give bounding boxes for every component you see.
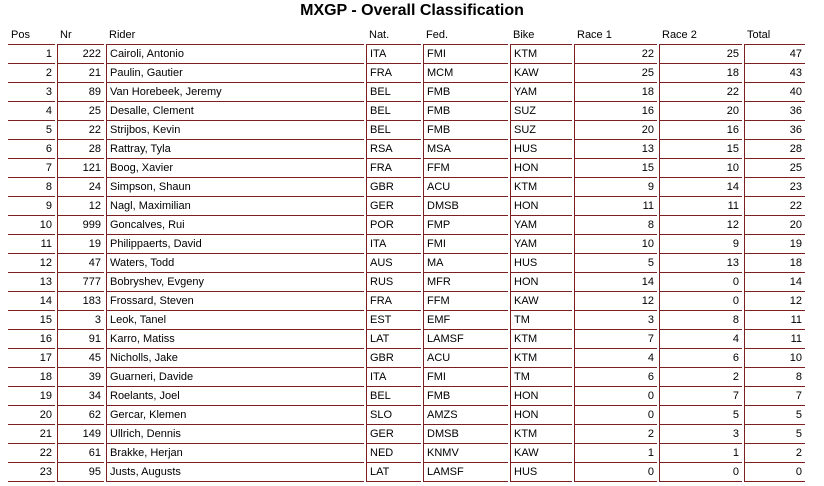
cell-race2: 0	[659, 292, 742, 311]
cell-nr: 121	[57, 159, 104, 178]
cell-total: 36	[744, 102, 805, 121]
cell-race2: 14	[659, 178, 742, 197]
cell-nr: 149	[57, 425, 104, 444]
cell-nat: RUS	[366, 273, 421, 292]
cell-race2: 0	[659, 463, 742, 482]
cell-rider: Ullrich, Dennis	[106, 425, 364, 444]
cell-total: 5	[744, 406, 805, 425]
cell-race1: 15	[574, 159, 657, 178]
cell-nr: 34	[57, 387, 104, 406]
cell-total: 23	[744, 178, 805, 197]
cell-rider: Leok, Tanel	[106, 311, 364, 330]
cell-race2: 10	[659, 159, 742, 178]
cell-race1: 0	[574, 463, 657, 482]
cell-fed: MFR	[423, 273, 508, 292]
table-row	[8, 159, 805, 178]
cell-pos: 15	[8, 311, 55, 330]
cell-nr: 24	[57, 178, 104, 197]
cell-pos: 14	[8, 292, 55, 311]
cell-rider: Roelants, Joel	[106, 387, 364, 406]
cell-fed: FMP	[423, 216, 508, 235]
cell-fed: FMI	[423, 368, 508, 387]
cell-total: 18	[744, 254, 805, 273]
cell-total: 11	[744, 330, 805, 349]
cell-nr: 61	[57, 444, 104, 463]
table-row	[8, 178, 805, 197]
cell-rider: Philippaerts, David	[106, 235, 364, 254]
cell-nat: POR	[366, 216, 421, 235]
cell-rider: Brakke, Herjan	[106, 444, 364, 463]
cell-fed: LAMSF	[423, 463, 508, 482]
column-header-total: Total	[744, 26, 805, 45]
table-row	[8, 330, 805, 349]
cell-race2: 7	[659, 387, 742, 406]
cell-total: 47	[744, 45, 805, 64]
cell-rider: Karro, Matiss	[106, 330, 364, 349]
table-row	[8, 197, 805, 216]
cell-fed: EMF	[423, 311, 508, 330]
cell-fed: FMI	[423, 235, 508, 254]
cell-nat: GBR	[366, 349, 421, 368]
column-header-rider: Rider	[106, 26, 364, 45]
cell-nat: FRA	[366, 64, 421, 83]
cell-rider: Van Horebeek, Jeremy	[106, 83, 364, 102]
cell-pos: 22	[8, 444, 55, 463]
cell-bike: YAM	[510, 83, 572, 102]
cell-rider: Nagl, Maximilian	[106, 197, 364, 216]
cell-total: 25	[744, 159, 805, 178]
cell-race1: 9	[574, 178, 657, 197]
cell-bike: KAW	[510, 292, 572, 311]
cell-bike: KTM	[510, 178, 572, 197]
cell-race1: 2	[574, 425, 657, 444]
cell-nr: 28	[57, 140, 104, 159]
table-row	[8, 406, 805, 425]
cell-nat: GER	[366, 197, 421, 216]
cell-total: 28	[744, 140, 805, 159]
cell-race1: 4	[574, 349, 657, 368]
cell-rider: Guarneri, Davide	[106, 368, 364, 387]
cell-total: 22	[744, 197, 805, 216]
cell-nr: 19	[57, 235, 104, 254]
cell-race2: 9	[659, 235, 742, 254]
column-header-nat: Nat.	[366, 26, 421, 45]
cell-bike: HON	[510, 159, 572, 178]
cell-race2: 25	[659, 45, 742, 64]
cell-fed: FFM	[423, 159, 508, 178]
cell-pos: 16	[8, 330, 55, 349]
cell-total: 14	[744, 273, 805, 292]
table-row	[8, 254, 805, 273]
cell-rider: Simpson, Shaun	[106, 178, 364, 197]
cell-fed: ACU	[423, 178, 508, 197]
cell-fed: FMI	[423, 45, 508, 64]
cell-total: 40	[744, 83, 805, 102]
cell-nr: 3	[57, 311, 104, 330]
cell-fed: FMB	[423, 387, 508, 406]
table-row	[8, 140, 805, 159]
cell-nat: EST	[366, 311, 421, 330]
table-row	[8, 311, 805, 330]
cell-fed: AMZS	[423, 406, 508, 425]
cell-nr: 222	[57, 45, 104, 64]
cell-pos: 1	[8, 45, 55, 64]
cell-nr: 62	[57, 406, 104, 425]
column-header-nr: Nr	[57, 26, 104, 45]
cell-nat: RSA	[366, 140, 421, 159]
cell-rider: Goncalves, Rui	[106, 216, 364, 235]
cell-rider: Boog, Xavier	[106, 159, 364, 178]
cell-pos: 11	[8, 235, 55, 254]
cell-pos: 6	[8, 140, 55, 159]
cell-bike: HUS	[510, 140, 572, 159]
cell-fed: FFM	[423, 292, 508, 311]
cell-bike: KTM	[510, 349, 572, 368]
cell-rider: Rattray, Tyla	[106, 140, 364, 159]
cell-pos: 7	[8, 159, 55, 178]
cell-total: 10	[744, 349, 805, 368]
table-row	[8, 121, 805, 140]
classification-table	[6, 26, 807, 482]
cell-rider: Cairoli, Antonio	[106, 45, 364, 64]
cell-fed: LAMSF	[423, 330, 508, 349]
cell-total: 7	[744, 387, 805, 406]
cell-pos: 21	[8, 425, 55, 444]
cell-race2: 15	[659, 140, 742, 159]
cell-nr: 39	[57, 368, 104, 387]
cell-race2: 12	[659, 216, 742, 235]
cell-race2: 3	[659, 425, 742, 444]
cell-rider: Strijbos, Kevin	[106, 121, 364, 140]
cell-race2: 8	[659, 311, 742, 330]
table-row	[8, 444, 805, 463]
cell-bike: KTM	[510, 45, 572, 64]
cell-race2: 2	[659, 368, 742, 387]
cell-rider: Paulin, Gautier	[106, 64, 364, 83]
cell-total: 2	[744, 444, 805, 463]
cell-nat: GER	[366, 425, 421, 444]
cell-pos: 19	[8, 387, 55, 406]
cell-nr: 999	[57, 216, 104, 235]
cell-bike: HON	[510, 197, 572, 216]
cell-fed: MA	[423, 254, 508, 273]
cell-race1: 8	[574, 216, 657, 235]
cell-race2: 11	[659, 197, 742, 216]
cell-race1: 20	[574, 121, 657, 140]
cell-pos: 9	[8, 197, 55, 216]
cell-pos: 4	[8, 102, 55, 121]
cell-race1: 14	[574, 273, 657, 292]
cell-total: 0	[744, 463, 805, 482]
cell-bike: TM	[510, 311, 572, 330]
cell-rider: Waters, Todd	[106, 254, 364, 273]
table-row	[8, 273, 805, 292]
cell-total: 12	[744, 292, 805, 311]
cell-rider: Nicholls, Jake	[106, 349, 364, 368]
cell-fed: ACU	[423, 349, 508, 368]
cell-pos: 5	[8, 121, 55, 140]
cell-pos: 8	[8, 178, 55, 197]
cell-total: 11	[744, 311, 805, 330]
cell-nr: 95	[57, 463, 104, 482]
cell-nat: GBR	[366, 178, 421, 197]
cell-nr: 12	[57, 197, 104, 216]
cell-race1: 1	[574, 444, 657, 463]
cell-bike: KAW	[510, 444, 572, 463]
cell-nat: BEL	[366, 83, 421, 102]
cell-fed: FMB	[423, 102, 508, 121]
cell-race2: 16	[659, 121, 742, 140]
column-header-race2: Race 2	[659, 26, 742, 45]
cell-race1: 13	[574, 140, 657, 159]
cell-total: 43	[744, 64, 805, 83]
cell-nat: NED	[366, 444, 421, 463]
cell-race2: 6	[659, 349, 742, 368]
cell-nr: 91	[57, 330, 104, 349]
cell-race1: 22	[574, 45, 657, 64]
cell-bike: SUZ	[510, 102, 572, 121]
cell-pos: 18	[8, 368, 55, 387]
cell-total: 5	[744, 425, 805, 444]
cell-race1: 10	[574, 235, 657, 254]
cell-bike: KAW	[510, 64, 572, 83]
cell-nr: 22	[57, 121, 104, 140]
column-header-fed: Fed.	[423, 26, 508, 45]
cell-race2: 4	[659, 330, 742, 349]
table-row	[8, 425, 805, 444]
cell-nr: 21	[57, 64, 104, 83]
cell-bike: HUS	[510, 463, 572, 482]
cell-nr: 25	[57, 102, 104, 121]
cell-pos: 17	[8, 349, 55, 368]
table-row	[8, 387, 805, 406]
cell-nat: SLO	[366, 406, 421, 425]
column-header-race1: Race 1	[574, 26, 657, 45]
cell-race2: 1	[659, 444, 742, 463]
table-row	[8, 216, 805, 235]
table-row	[8, 235, 805, 254]
cell-rider: Frossard, Steven	[106, 292, 364, 311]
cell-pos: 2	[8, 64, 55, 83]
cell-fed: DMSB	[423, 197, 508, 216]
cell-nr: 47	[57, 254, 104, 273]
cell-fed: MCM	[423, 64, 508, 83]
cell-bike: HON	[510, 406, 572, 425]
cell-race2: 0	[659, 273, 742, 292]
table-header-row	[8, 26, 805, 45]
table-row	[8, 349, 805, 368]
cell-race1: 6	[574, 368, 657, 387]
cell-pos: 12	[8, 254, 55, 273]
cell-race2: 18	[659, 64, 742, 83]
cell-race1: 3	[574, 311, 657, 330]
cell-bike: HUS	[510, 254, 572, 273]
table-row	[8, 292, 805, 311]
cell-race1: 25	[574, 64, 657, 83]
cell-fed: FMB	[423, 83, 508, 102]
table-row	[8, 64, 805, 83]
cell-race2: 5	[659, 406, 742, 425]
cell-race1: 11	[574, 197, 657, 216]
cell-race1: 7	[574, 330, 657, 349]
cell-rider: Desalle, Clement	[106, 102, 364, 121]
cell-rider: Bobryshev, Evgeny	[106, 273, 364, 292]
cell-rider: Justs, Augusts	[106, 463, 364, 482]
cell-race1: 0	[574, 387, 657, 406]
cell-bike: TM	[510, 368, 572, 387]
cell-bike: SUZ	[510, 121, 572, 140]
cell-total: 8	[744, 368, 805, 387]
cell-total: 19	[744, 235, 805, 254]
cell-pos: 23	[8, 463, 55, 482]
cell-nat: LAT	[366, 463, 421, 482]
cell-nat: LAT	[366, 330, 421, 349]
cell-bike: YAM	[510, 216, 572, 235]
cell-pos: 10	[8, 216, 55, 235]
cell-fed: MSA	[423, 140, 508, 159]
page-title: MXGP - Overall Classification	[300, 2, 524, 19]
cell-race1: 18	[574, 83, 657, 102]
cell-nr: 89	[57, 83, 104, 102]
cell-nr: 183	[57, 292, 104, 311]
cell-race1: 12	[574, 292, 657, 311]
cell-rider: Gercar, Klemen	[106, 406, 364, 425]
table-row	[8, 83, 805, 102]
table-row	[8, 45, 805, 64]
cell-fed: FMB	[423, 121, 508, 140]
cell-nr: 777	[57, 273, 104, 292]
cell-total: 20	[744, 216, 805, 235]
cell-nat: BEL	[366, 121, 421, 140]
cell-nat: ITA	[366, 235, 421, 254]
cell-race1: 0	[574, 406, 657, 425]
cell-race2: 13	[659, 254, 742, 273]
cell-bike: KTM	[510, 330, 572, 349]
cell-nat: AUS	[366, 254, 421, 273]
cell-pos: 3	[8, 83, 55, 102]
cell-nr: 45	[57, 349, 104, 368]
cell-nat: ITA	[366, 368, 421, 387]
cell-pos: 13	[8, 273, 55, 292]
cell-total: 36	[744, 121, 805, 140]
table-row	[8, 463, 805, 482]
cell-pos: 20	[8, 406, 55, 425]
cell-bike: KTM	[510, 425, 572, 444]
cell-bike: HON	[510, 273, 572, 292]
cell-bike: HON	[510, 387, 572, 406]
table-row	[8, 102, 805, 121]
cell-race2: 20	[659, 102, 742, 121]
column-header-pos: Pos	[8, 26, 55, 45]
cell-nat: BEL	[366, 387, 421, 406]
cell-race2: 22	[659, 83, 742, 102]
table-row	[8, 368, 805, 387]
cell-nat: BEL	[366, 102, 421, 121]
cell-fed: KNMV	[423, 444, 508, 463]
cell-nat: ITA	[366, 45, 421, 64]
cell-race1: 5	[574, 254, 657, 273]
cell-fed: DMSB	[423, 425, 508, 444]
column-header-bike: Bike	[510, 26, 572, 45]
cell-bike: YAM	[510, 235, 572, 254]
cell-nat: FRA	[366, 292, 421, 311]
cell-race1: 16	[574, 102, 657, 121]
cell-nat: FRA	[366, 159, 421, 178]
